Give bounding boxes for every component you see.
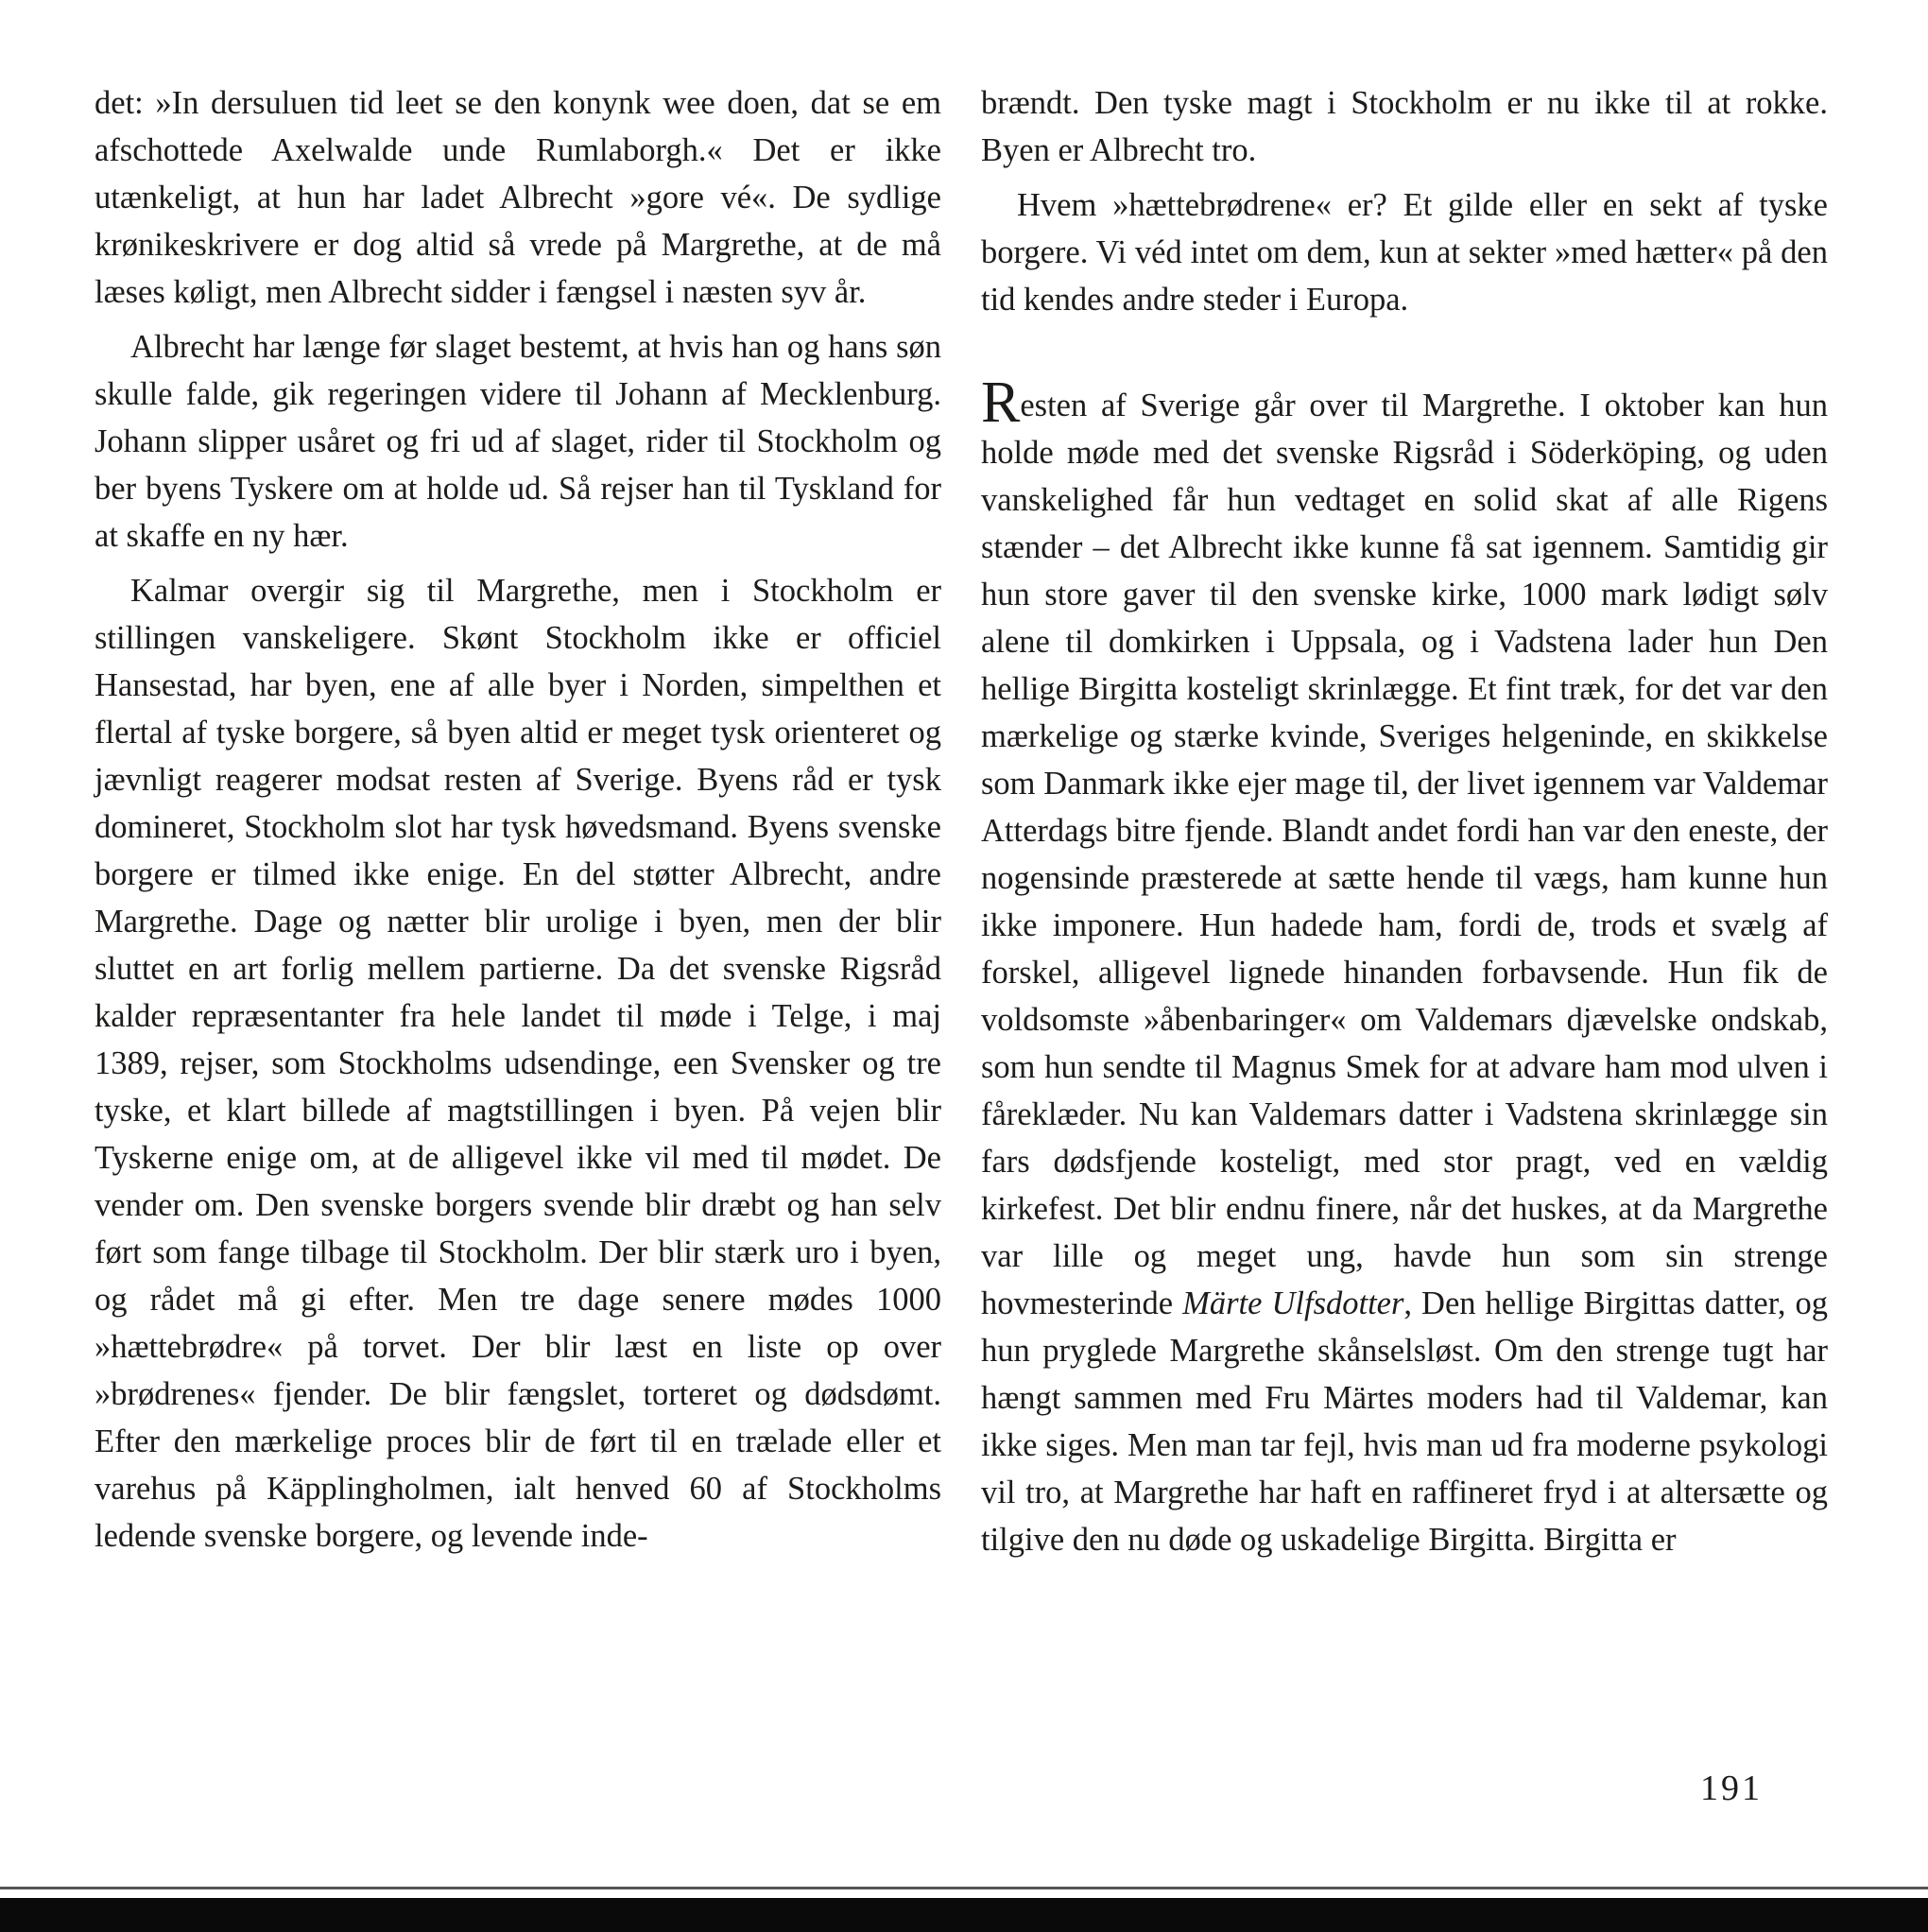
section-text-continued: , Den hellige Birgittas datter, og hun pryglede Margrethe skånselsløst. Om den strenge tugt har hængt sammen med Fru Märtes moders had til Valdemar, kan ikke siges. Men man tar fejl, hvis man ud fra moderne psykologi vil tro, at Margrethe har haft en raffineret fryd i at altersætte og tilgive den nu døde og uskadelige Birgitta. Birgitta er xyxy=(981,1285,1829,1558)
paragraph: det: »In dersuluen tid leet se den konynk wee doen, dat se em afschottede Axelwalde unde Rumlaborgh.« Det er ikke utænkeligt, at hun har ladet Albrecht »gore vé«. De sydlige krønikeskrivere er dog altid så vrede på Margrethe, at de må læses køligt, men Albrecht sidder i fængsel i næsten syv år. xyxy=(95,85,941,310)
drop-cap: R xyxy=(981,371,1021,435)
paragraph: Albrecht har længe før slaget bestemt, at hvis han og hans søn skulle falde, gik regeringen videre til Johann af Mecklenburg. Johann slipper usåret og fri ud af slaget, rider til Stockholm og ber byens Tyskere om at holde ud. Så rejser han til Tyskland for at skaffe en ny hær. xyxy=(95,329,941,554)
right-text-column xyxy=(981,79,1828,1563)
page-number: 191 xyxy=(1700,1768,1763,1808)
italic-name: Märte Ulfsdotter xyxy=(1182,1285,1404,1321)
scan-edge-line xyxy=(0,1887,1928,1889)
paragraph: Kalmar overgir sig til Margrethe, men i Stockholm er stillingen vanskeligere. Skønt Stockholm ikke er officiel Hansestad, har byen, ene af alle byer i Norden, simpelthen et flertal af tyske borgere, så byen altid er meget tysk orienteret og jævnligt reagerer modsat resten af Sverige. Byens råd er tysk domineret, Stockholm slot har tysk høvedsmand. Byens svenske borgere er tilmed ikke enige. En del støtter Albrecht, andre Margrethe. Dage og nætter blir urolige i byen, men der blir sluttet en art forlig mellem partierne. Da det svenske Rigsråd kalder repræsentanter fra hele landet til møde i Telge, i maj 1389, rejser, som Stockholms udsendinge, een Svensker og tre tyske, et klart billede af magtstillingen i byen. På vejen blir Tyskerne enige om, at de alligevel ikke vil med til mødet. De vender om. Den svenske borgers svende blir dræbt og han selv ført som fange tilbage til Stockholm. Der blir stærk uro i byen, og rådet må gi efter. Men tre dage senere mødes 1000 »hættebrødre« på torvet. Der blir læst en liste op over »brødrenes« fjender. De blir fængslet, torteret og dødsdømt. Efter den mærkelige proces blir de ført til en trælade eller et varehus på Käpplingholmen, ialt henved 60 af Stockholms ledende svenske borgere, og levende inde- xyxy=(95,573,941,1554)
section-opening-paragraph xyxy=(981,371,1829,1563)
section-text: esten af Sverige går over til Margrethe. I oktober kan hun holde møde med det svenske Rigsråd i Söderköping, og uden vanskelighed får hun vedtaget en solid skat af alle Rigens stænder – det Albrecht ikke kunne få sat igennem. Samtidig gir hun store gaver til den svenske kirke, 1000 mark lødigt sølv alene til domkirken i Uppsala, og i Vadstena lader hun Den hellige Birgitta kosteligt skrinlægge. Et fint træk, for det var den mærkelige og stærke kvinde, Sveriges helgeninde, en skikkelse som Danmark ikke ejer mage til, der livet igennem var Valdemar Atterdags bitre fjende. Blandt andet fordi han var den eneste, der nogensinde præsterede at sætte hende til vægs, ham kunne hun ikke imponere. Hun hadede ham, fordi de, trods et svælg af forskel, alligevel lignede hinanden forbavsende. Hun fik de voldsomste »åbenbaringer« om Valdemars djævelske ondskab, som hun sendte til Magnus Smek for at advare ham mod ulven i fåreklæder. Nu kan Valdemars datter i Vadstena skrinlægge sin fars dødsfjende kosteligt, med stor pragt, ved en vældig kirkefest. Det blir endnu finere, når det huskes, at da Margrethe var lille og meget ung, havde hun som sin strenge hovmesterinde xyxy=(981,388,1828,1321)
paragraph: brændt. Den tyske magt i Stockholm er nu ikke til at rokke. Byen er Albrecht tro. xyxy=(981,85,1828,168)
left-text-column xyxy=(95,79,941,1560)
scan-edge-shadow xyxy=(0,1898,1928,1932)
paragraph: Hvem »hættebrødrene« er? Et gilde eller en sekt af tyske borgere. Vi véd intet om dem, kun at sekter »med hætter« på den tid kendes andre steder i Europa. xyxy=(981,187,1828,318)
